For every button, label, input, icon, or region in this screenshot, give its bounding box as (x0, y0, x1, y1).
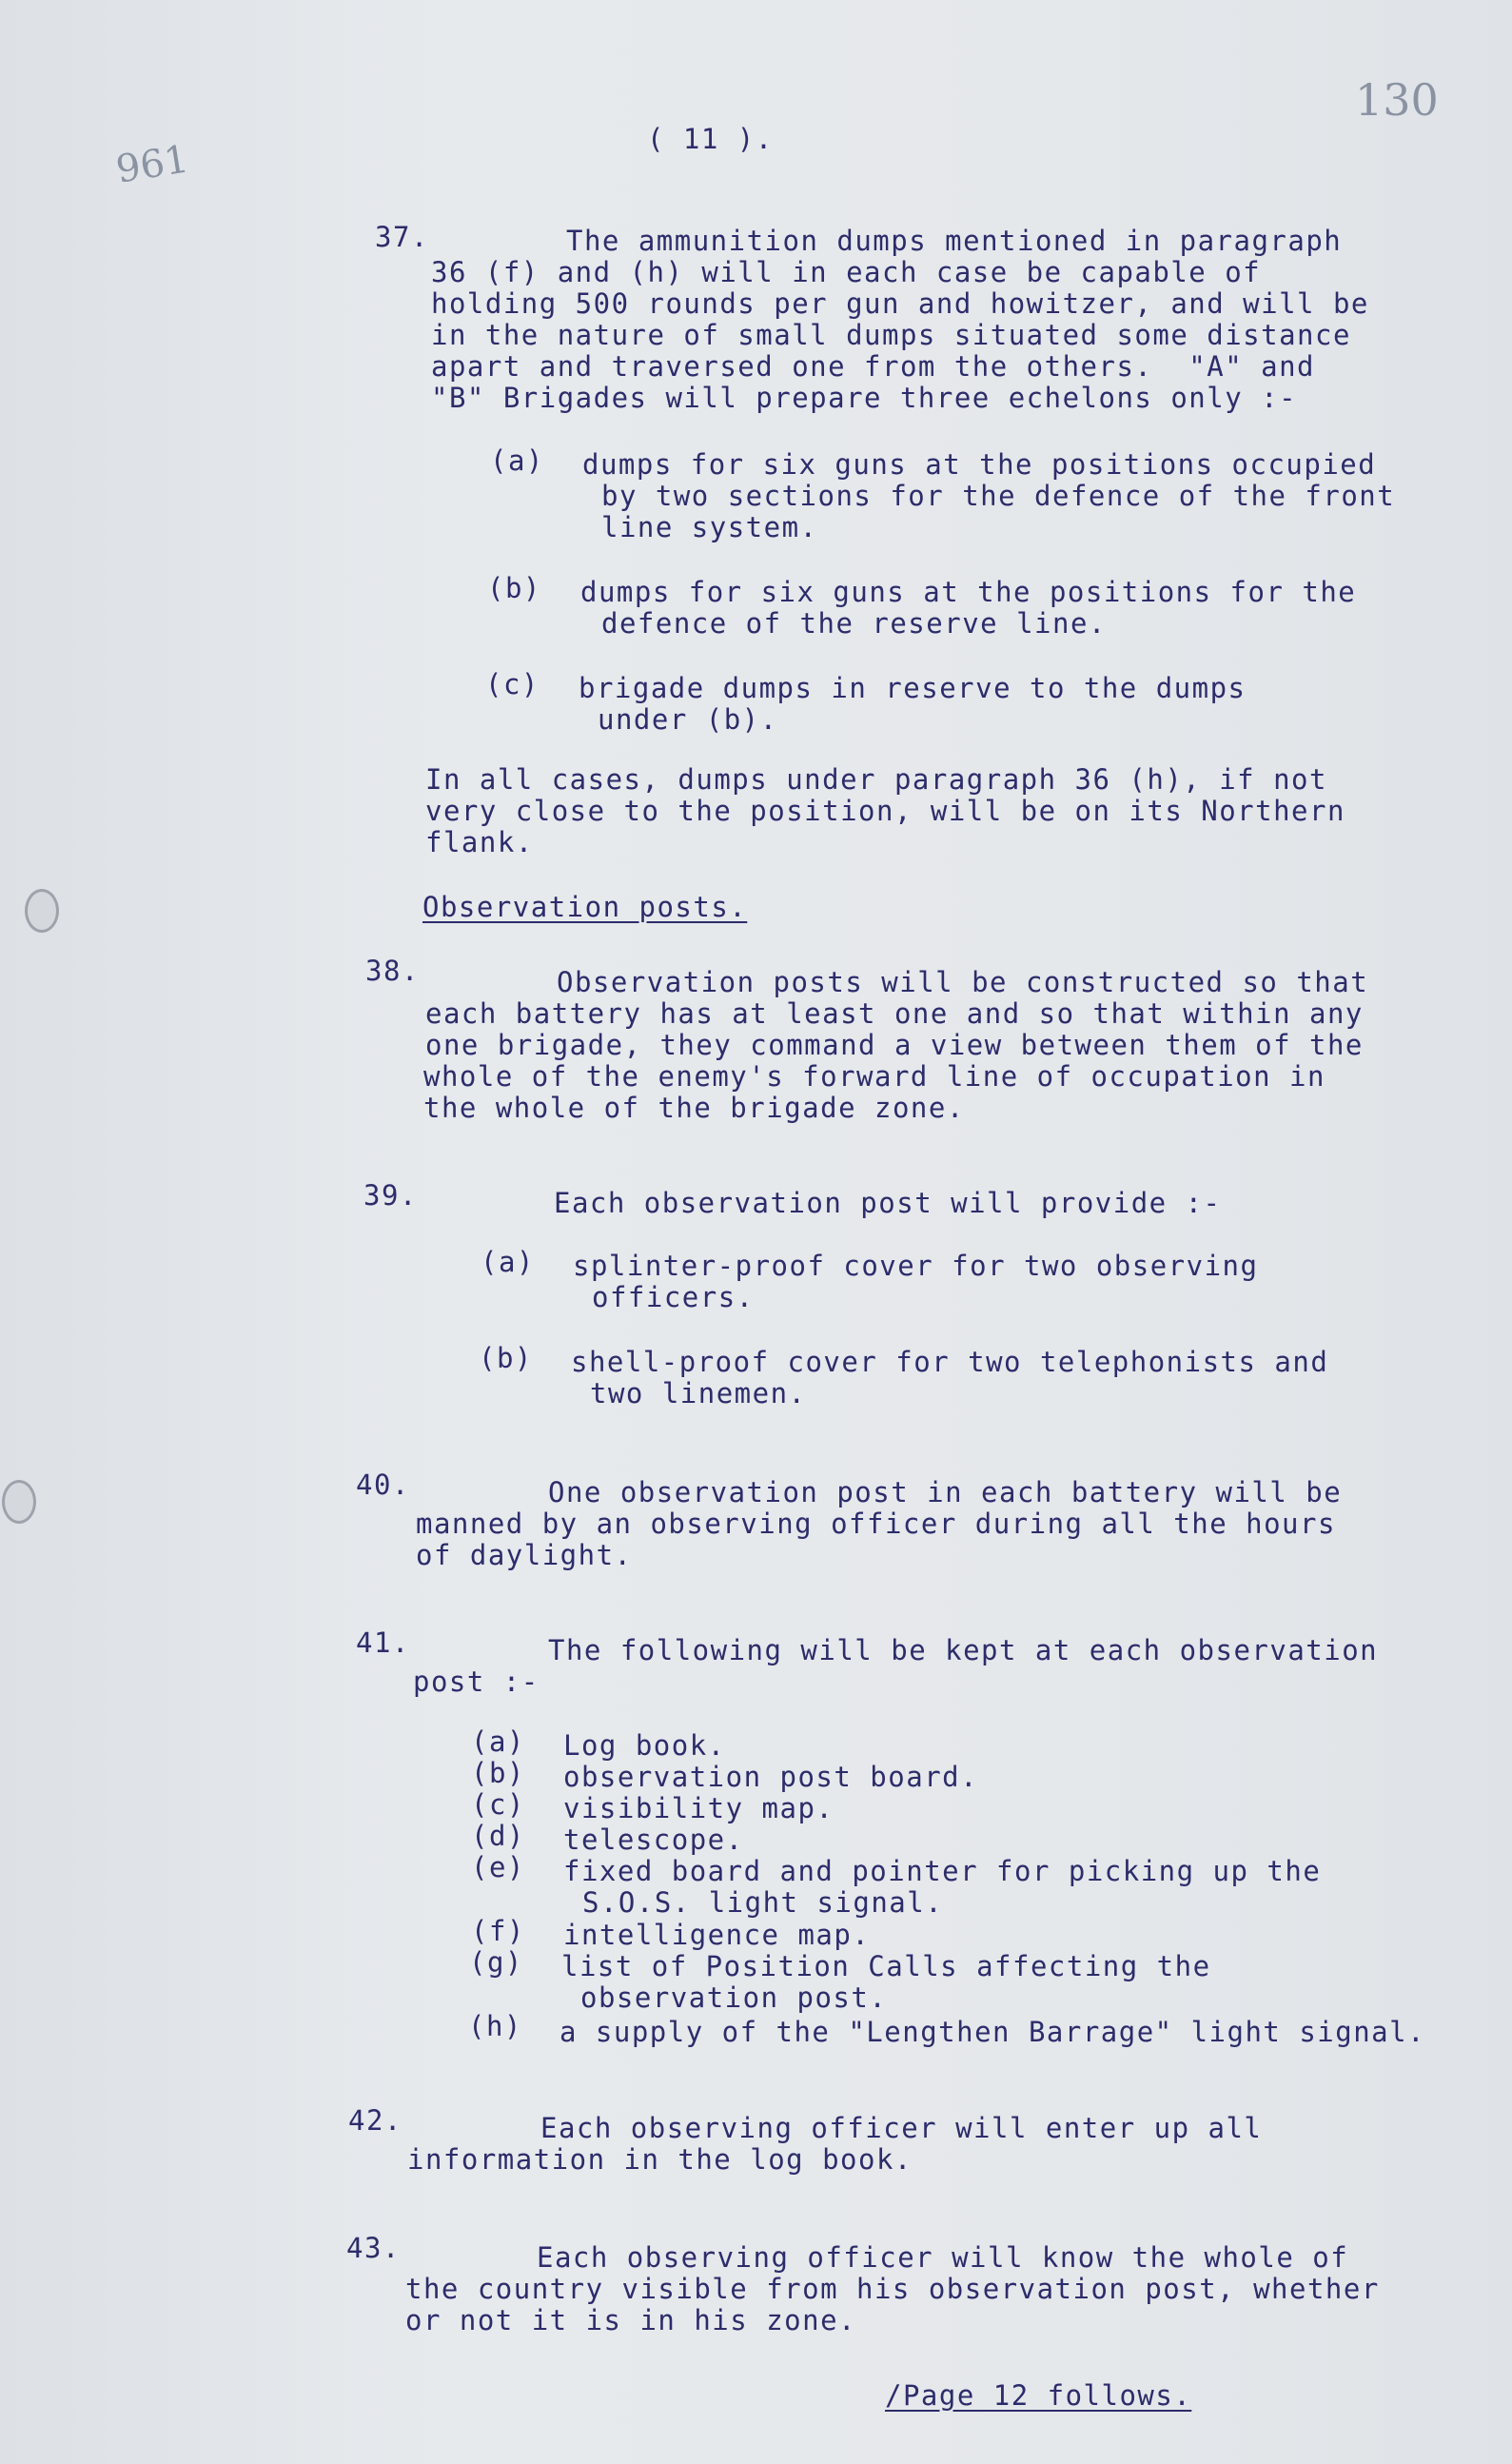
list-item-line: fixed board and pointer for picking up the (563, 1855, 1322, 1887)
section-heading: Observation posts. (422, 891, 748, 923)
list-item-line: dumps for six guns at the positions for the (580, 576, 1357, 608)
paragraph-38-line: each battery has at least one and so that within any (425, 997, 1364, 1030)
paragraph-40-line: One observation post in each battery will be (548, 1476, 1343, 1508)
paragraph-43-number: 43. (346, 2232, 401, 2264)
paragraph-37-number: 37. (375, 221, 429, 253)
list-item-line: officers. (592, 1281, 755, 1313)
page-continuation-note: /Page 12 follows. (885, 2379, 1192, 2412)
paragraph-37-line: 36 (f) and (h) will in each case be capable of (431, 256, 1262, 288)
paragraph-37-line: apart and traversed one from the others. "A" and (431, 350, 1316, 383)
paragraph-38-line: one brigade, they command a view between them of the (425, 1029, 1364, 1061)
list-label: (e) (471, 1851, 525, 1883)
paragraph-43-line: or not it is in his zone. (405, 2304, 856, 2336)
paragraph-37-closing-line: very close to the position, will be on its Northern (425, 795, 1345, 827)
paragraph-37-closing-line: In all cases, dumps under paragraph 36 (h), if not (425, 763, 1327, 796)
paragraph-37-line: "B" Brigades will prepare three echelons only :- (431, 382, 1298, 414)
list-item-line: observation post board. (563, 1761, 979, 1793)
list-item-line: list of Position Calls affecting the (561, 1950, 1211, 1982)
paragraph-37-line: holding 500 rounds per gun and howitzer, and will be (431, 287, 1369, 320)
punch-hole-upper (25, 889, 59, 933)
paragraph-39-number: 39. (363, 1179, 418, 1212)
list-item-line: by two sections for the defence of the front (601, 480, 1396, 512)
paragraph-42-line: Each observing officer will enter up all (540, 2112, 1263, 2144)
list-item-line: Log book. (563, 1729, 726, 1762)
list-item-line: two linemen. (590, 1377, 807, 1409)
list-label: (a) (481, 1246, 535, 1278)
list-label: (b) (487, 572, 541, 604)
punch-hole-lower (2, 1480, 36, 1524)
paragraph-40-number: 40. (356, 1469, 410, 1501)
paragraph-40-line: of daylight. (416, 1539, 633, 1571)
paragraph-43-line: the country visible from his observation post, whether (405, 2273, 1380, 2305)
paragraph-37-line: The ammunition dumps mentioned in paragraph (566, 225, 1343, 257)
list-item-line: line system. (601, 511, 818, 543)
paragraph-38-line: whole of the enemy's forward line of occupation in (423, 1060, 1325, 1093)
list-label: (d) (471, 1820, 525, 1852)
paragraph-39-line: Each observation post will provide :- (554, 1187, 1222, 1219)
list-item-line: splinter-proof cover for two observing (573, 1250, 1259, 1282)
list-item-line: telescope. (563, 1823, 744, 1856)
list-item-line: brigade dumps in reserve to the dumps (579, 672, 1247, 704)
list-item-line: dumps for six guns at the positions occupied (582, 448, 1377, 481)
paragraph-41-line: The following will be kept at each observation (548, 1634, 1379, 1666)
paragraph-38-line: the whole of the brigade zone. (423, 1092, 965, 1124)
file-number: 961 (112, 137, 192, 192)
paragraph-37-line: in the nature of small dumps situated some distance (431, 319, 1351, 351)
list-label: (h) (468, 2010, 522, 2042)
list-item-line: observation post. (580, 1981, 888, 2014)
list-item-line: defence of the reserve line. (601, 607, 1107, 640)
list-item-line: intelligence map. (563, 1919, 871, 1951)
paragraph-42-line: information in the log book. (407, 2143, 913, 2176)
paragraph-37-closing-line: flank. (425, 826, 534, 858)
paragraph-41-line: post :- (413, 1666, 540, 1698)
list-label: (f) (471, 1915, 525, 1947)
list-label: (c) (471, 1788, 525, 1821)
list-label: (b) (471, 1757, 525, 1789)
list-label: (a) (490, 444, 544, 477)
list-item-line: visibility map. (563, 1792, 835, 1824)
paragraph-41-number: 41. (356, 1626, 410, 1659)
paragraph-42-number: 42. (348, 2104, 403, 2137)
list-label: (c) (485, 668, 540, 700)
list-item-line: shell-proof cover for two telephonists and (571, 1346, 1329, 1378)
list-item-line: S.O.S. light signal. (582, 1886, 944, 1919)
list-item-line: a supply of the "Lengthen Barrage" light signal. (560, 2016, 1426, 2048)
paragraph-38-number: 38. (365, 955, 420, 987)
list-label: (a) (471, 1725, 525, 1758)
folio-stamp: 130 (1355, 74, 1439, 126)
page-number-label: ( 11 ). (647, 123, 774, 155)
list-label: (b) (479, 1342, 533, 1374)
paragraph-43-line: Each observing officer will know the whole of (537, 2241, 1349, 2274)
paragraph-38-line: Observation posts will be constructed so that (557, 966, 1369, 998)
list-label: (g) (469, 1946, 523, 1979)
list-item-line: under (b). (598, 703, 778, 736)
paragraph-40-line: manned by an observing officer during all the hours (416, 1508, 1336, 1540)
